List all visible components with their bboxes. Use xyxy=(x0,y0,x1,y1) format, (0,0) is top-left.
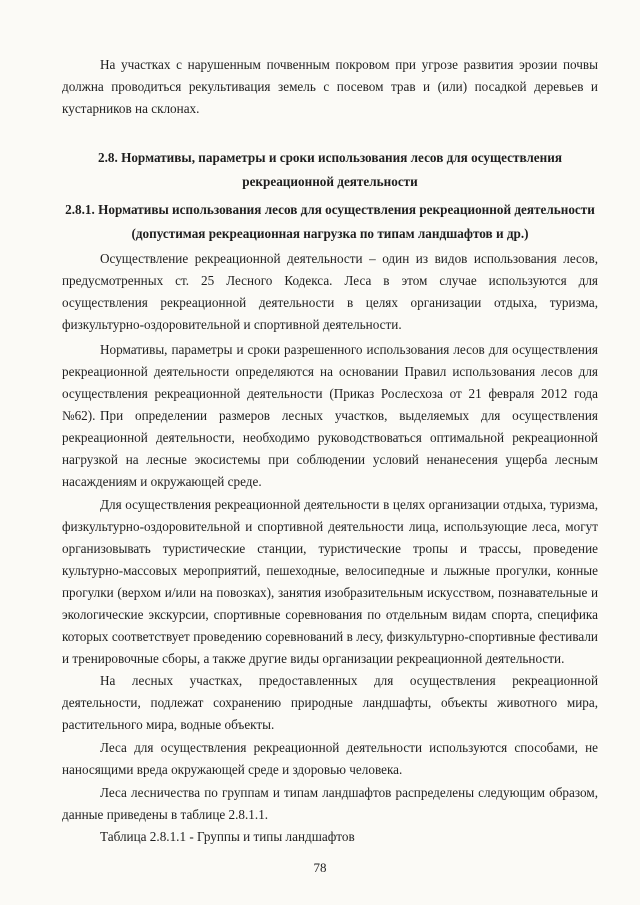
paragraph-norms: Нормативы, параметры и сроки разрешенного использования лесов для осуществления рекреационной деятельности определяются на основании Правил использования лесов для осуществления рекреационной деятельности (Приказ Рослесхоза от 21 февраля 2012 года №62). xyxy=(62,342,598,423)
section-heading-2-8-1-line2: (допустимая рекреационная нагрузка по типам ландшафтов и др.) xyxy=(131,226,529,241)
section-heading-2-8: 2.8. Нормативы, параметры и сроки использования лесов для осуществления рекреационной деятельности xyxy=(98,150,562,189)
paragraph-distribution: Леса лесничества по группам и типам ландшафтов распределены следующим образом, данные приведены в таблице 2.8.1.1. xyxy=(62,785,598,822)
paragraph-methods: Леса для осуществления рекреационной деятельности используются способами, не наносящими вреда окружающей среде и здоровью человека. xyxy=(62,740,598,777)
paragraph-recreation-intro: Осуществление рекреационной деятельности – один из видов использования лесов, предусмотренных ст. 25 Лесного Кодекса. Леса в этом случае используются для осуществления рекреационной деятельности в целях организации отдыха, туризма, физкультурно-оздоровительной и спортивной деятельности. xyxy=(62,251,598,332)
table-caption: Таблица 2.8.1.1 - Группы и типы ландшафтов xyxy=(100,829,355,844)
section-heading-2-8-1-line1: 2.8.1. Нормативы использования лесов для осуществления рекреационной деятельности xyxy=(65,202,595,217)
paragraph-activities: Для осуществления рекреационной деятельности в целях организации отдыха, туризма, физкультурно-оздоровительной и спортивной деятельности лица, использующие леса, могут организовывать туристические станции, туристические тропы и трассы, проведение культурно-массовых мероприятий, пешеходные, велосипедные и лыжные прогулки, конные прогулки (верхом и/или на повозках), занятия изобразительным искусством, познавательные и экологические экскурсии, спортивные соревнования по отдельным видам спорта, специфика которых соответствует проведению соревнований в лесу, физкультурно-спортивные фестивали и тренировочные сборы, а также другие виды организации рекреационной деятельности. xyxy=(62,497,598,666)
section-heading-2-8-1 xyxy=(56,198,604,246)
paragraph-load: При определении размеров лесных участков, выделяемых для осуществления рекреационной деятельности, необходимо руководствоваться оптимальной рекреационной нагрузкой на лесные экосистемы при соблюдении условий ненанесения ущерба лесным насаждениям и окружающей среде. xyxy=(62,408,598,489)
page-number: 78 xyxy=(313,860,327,875)
paragraph-erosion: На участках с нарушенным почвенным покровом при угрозе развития эрозии почвы должна проводиться рекультивация земель с посевом трав и (или) посадкой деревьев и кустарников на склонах. xyxy=(62,57,598,116)
paragraph-preserve: На лесных участках, предоставленных для осуществления рекреационной деятельности, подлежат сохранению природные ландшафты, объекты животного мира, растительного мира, водные объекты. xyxy=(62,673,598,732)
